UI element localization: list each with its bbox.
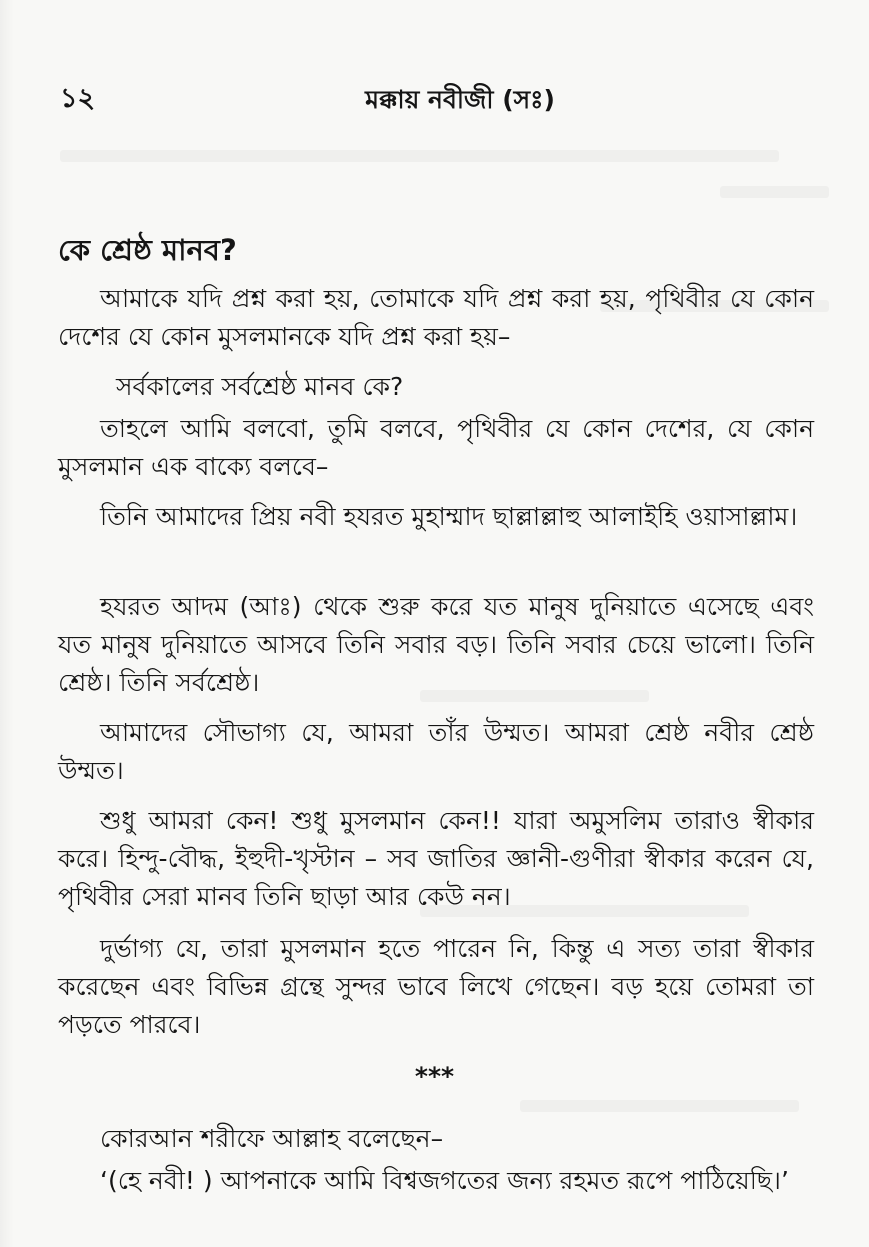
paragraph: আমাকে যদি প্রশ্ন করা হয়, তোমাকে যদি প্রশ্ন করা হয়, পৃথিবীর যে কোন দেশের যে কোন মুসলমানকে যদি প্রশ্ন করা হয়– [58,284,814,351]
section-heading: কে শ্রেষ্ঠ মানব? [58,233,237,267]
bleed-through-mark [60,150,779,162]
paragraph: তাহলে আমি বলবো, তুমি বলবে, পৃথিবীর যে কোন দেশের, যে কোন মুসলমান এক বাক্যে বলবে– [58,414,814,481]
paragraph: শুধু আমরা কেন! শুধু মুসলমান কেন!! যারা অমুসলিম তারাও স্বীকার করে। হিন্দু-বৌদ্ধ, ইহুদী-খৃস্টান – সব জাতির জ্ঞানী-গুণীরা স্বীকার করেন যে, পৃথিবীর সেরা মানব তিনি ছাড়া আর কেউ নন। [58,806,814,911]
paragraph: আমাদের সৌভাগ্য যে, আমরা তাঁর উম্মত। আমরা শ্রেষ্ঠ নবীর শ্রেষ্ঠ উম্মত। [58,718,814,785]
paragraph: দুর্ভাগ্য যে, তারা মুসলমান হতে পারেন নি, কিন্তু এ সত্য তারা স্বীকার করেছেন এবং বিভিন্ন গ্রন্থে সুন্দর ভাবে লিখে গেছেন। বড় হয়ে তোমরা তা পড়তে পারবে। [58,934,814,1039]
page-number: ১২ [60,83,96,114]
section-separator: *** [414,1062,455,1091]
running-title: মক্কায় নবীজী (সঃ) [365,85,555,114]
page-header [60,78,820,118]
paragraph: হযরত আদম (আঃ) থেকে শুরু করে যত মানুষ দুনিয়াতে এসেছে এবং যত মানুষ দুনিয়াতে আসবে তিনি সবার বড়। তিনি সবার চেয়ে ভালো। তিনি শ্রেষ্ঠ। তিনি সর্বশ্রেষ্ঠ। [58,592,814,697]
quote: ‘(হে নবী! ) আপনাকে আমি বিশ্বজগতের জন্য রহমত রূপে পাঠিয়েছি।’ [100,1166,789,1195]
paragraph: তিনি আমাদের প্রিয় নবী হযরত মুহাম্মাদ ছাল্লাল্লাহু আলাইহি ওয়াসাল্লাম। [100,502,798,531]
bleed-through-mark [720,186,829,198]
paragraph: সর্বকালের সর্বশ্রেষ্ঠ মানব কে? [116,372,404,401]
bleed-through-mark [520,1100,799,1112]
quote-intro: কোরআন শরীফে আল্লাহ বলেছেন– [100,1124,444,1153]
